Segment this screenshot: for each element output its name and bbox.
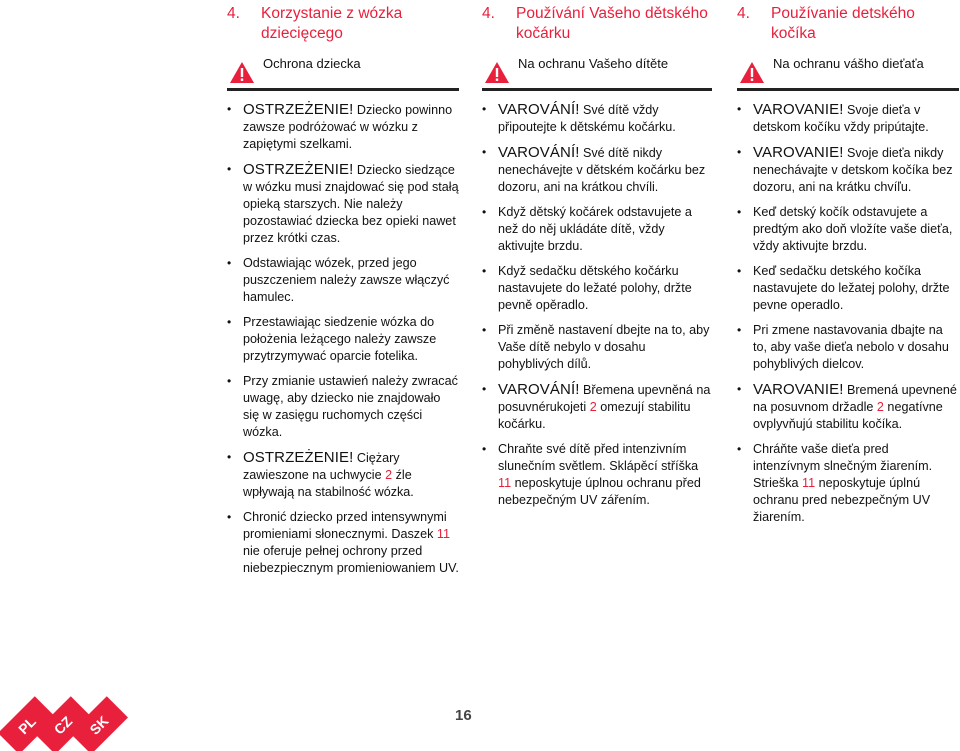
item-text: Ciężary zawieszone na uchwycie bbox=[243, 451, 400, 482]
list-item bbox=[227, 314, 459, 365]
warning-label: Na ochranu Vašeho dítěte bbox=[518, 56, 669, 71]
list-item bbox=[227, 373, 459, 441]
warning-icon bbox=[484, 61, 510, 84]
part-reference: 11 bbox=[436, 527, 450, 541]
warning-label: Ochrona dziecka bbox=[263, 56, 361, 71]
language-tab-label: PL bbox=[15, 713, 39, 738]
list-item bbox=[227, 449, 459, 501]
section-number: 4. bbox=[482, 5, 495, 22]
warning-lead: VAROVÁNÍ! bbox=[498, 381, 580, 398]
item-text: Dziecko powinno zawsze podróżować w wózku z zapiętymi szelkami. bbox=[243, 103, 453, 151]
warning-bar bbox=[227, 54, 459, 91]
part-reference: 2 bbox=[589, 400, 597, 414]
list-item bbox=[737, 381, 959, 433]
list-item bbox=[227, 255, 459, 306]
item-text: Bremená upevnené na posuvnom držadle bbox=[753, 383, 957, 414]
warning-label: Na ochranu vášho dieťaťa bbox=[773, 56, 924, 71]
part-reference: 2 bbox=[385, 468, 393, 482]
item-text: Przy zmianie ustawień należy zwracać uwagę, aby dziecko nie znajdowało się w zasięgu ruchomych części wózka. bbox=[243, 374, 458, 439]
item-text: Svoje dieťa nikdy nenechávajte v detskom kočíka bez dozoru, ani na krátku chvíľu. bbox=[753, 146, 953, 194]
language-tab-label: SK bbox=[86, 712, 112, 738]
item-text: Keď detský kočík odstavujete a predtým ako doň vložíte vaše dieťa, vždy aktivujte brzdu. bbox=[753, 205, 953, 253]
item-text: Pri zmene nastavovania dbajte na to, aby vaše dieťa nebolo v dosahu pohyblivých dielcov. bbox=[753, 323, 949, 371]
warning-lead: OSTRZEŻENIE! bbox=[243, 101, 354, 118]
list-item bbox=[482, 204, 712, 255]
section-title-text: Korzystanie z wózka dziecięcego bbox=[261, 5, 403, 42]
item-text: neposkytuje úplnú ochranu pred nebezpečným UV žiarením. bbox=[753, 476, 931, 524]
list-item bbox=[482, 144, 712, 196]
warning-lead: VAROVÁNÍ! bbox=[498, 101, 580, 118]
column-pl bbox=[227, 0, 459, 585]
item-text: źle wpływają na stabilność wózka. bbox=[243, 468, 414, 499]
warning-lead: VAROVANIE! bbox=[753, 381, 844, 398]
item-text: omezují stabilitu kočárku. bbox=[498, 400, 691, 431]
item-text: Chraňte své dítě před intenzivním slunečním světlem. Sklápěcí stříška bbox=[498, 442, 699, 473]
section-title-text: Používání Vašeho dětského kočárku bbox=[516, 5, 708, 42]
item-text: Dziecko siedzące w wózku musi znajdować się pod stałą opieką starszych. Nie należy pozostawiać dziecka bez opieki nawet przez krótki czas. bbox=[243, 163, 459, 245]
column-sk bbox=[737, 0, 959, 534]
warning-lead: VAROVANIE! bbox=[753, 101, 844, 118]
bullet-list bbox=[737, 101, 959, 526]
bullet-list bbox=[482, 101, 712, 509]
item-text: neposkytuje úplnou ochranu před nebezpečným UV zářením. bbox=[498, 476, 701, 507]
part-reference: 2 bbox=[876, 400, 884, 414]
warning-lead: OSTRZEŻENIE! bbox=[243, 449, 354, 466]
list-item bbox=[482, 381, 712, 433]
item-text: Chronić dziecko przed intensywnymi promieniami słonecznymi. Daszek bbox=[243, 510, 447, 541]
list-item bbox=[737, 204, 959, 255]
page-number: 16 bbox=[455, 707, 472, 724]
item-text: Przestawiając siedzenie wózka do położenia leżącego należy zawsze przytrzymywać oparcie fotelika. bbox=[243, 315, 437, 363]
warning-bar bbox=[737, 54, 959, 91]
list-item bbox=[227, 161, 459, 247]
part-reference: 11 bbox=[498, 476, 512, 490]
list-item bbox=[737, 101, 959, 136]
item-text: negatívne ovplyvňujú stabilitu kočíka. bbox=[753, 400, 943, 431]
item-text: Odstawiając wózek, przed jego puszczeniem należy zawsze włączyć hamulec. bbox=[243, 256, 450, 304]
warning-lead: VAROVÁNÍ! bbox=[498, 144, 580, 161]
section-number: 4. bbox=[737, 5, 750, 22]
list-item bbox=[227, 101, 459, 153]
warning-icon bbox=[229, 61, 255, 84]
section-title bbox=[737, 4, 959, 44]
list-item bbox=[482, 441, 712, 509]
list-item bbox=[227, 509, 459, 577]
section-number: 4. bbox=[227, 5, 240, 22]
bullet-list bbox=[227, 101, 459, 577]
list-item bbox=[482, 101, 712, 136]
language-tabs bbox=[0, 689, 130, 751]
warning-lead: OSTRZEŻENIE! bbox=[243, 161, 354, 178]
list-item bbox=[482, 263, 712, 314]
warning-lead: VAROVANIE! bbox=[753, 144, 844, 161]
warning-bar bbox=[482, 54, 712, 91]
item-text: Své dítě nikdy nenechávejte v dětském kočárku bez dozoru, ani na krátkou chvíli. bbox=[498, 146, 706, 194]
language-tab-label: CZ bbox=[50, 712, 76, 738]
item-text: Chráňte vaše dieťa pred intenzívnym slnečným žiarením. Strieška bbox=[753, 442, 933, 490]
item-text: nie oferuje pełnej ochrony przed niebezpiecznym promieniowaniem UV. bbox=[243, 544, 459, 575]
list-item bbox=[737, 144, 959, 196]
section-title bbox=[227, 4, 459, 44]
item-text: Při změně nastavení dbejte na to, aby Vaše dítě nebylo v dosahu pohyblivých dílů. bbox=[498, 323, 710, 371]
item-text: Břemena upevněná na posuvnérukojeti bbox=[498, 383, 711, 414]
item-text: Keď sedačku detského kočíka nastavujete do ležatej polohy, držte pevne operadlo. bbox=[753, 264, 950, 312]
list-item bbox=[737, 441, 959, 526]
warning-icon bbox=[739, 61, 765, 84]
column-cz bbox=[482, 0, 712, 517]
list-item bbox=[737, 322, 959, 373]
list-item bbox=[737, 263, 959, 314]
item-text: Když dětský kočárek odstavujete a než do něj ukládáte dítě, vždy aktivujte brzdu. bbox=[498, 205, 692, 253]
section-title bbox=[482, 4, 712, 44]
list-item bbox=[482, 322, 712, 373]
item-text: Když sedačku dětského kočárku nastavujete do ležaté polohy, držte pevně opěradlo. bbox=[498, 264, 692, 312]
item-text: Svoje dieťa v detskom kočíku vždy pripútajte. bbox=[753, 103, 929, 134]
section-title-text: Používanie detského kočíka bbox=[771, 5, 915, 42]
part-reference: 11 bbox=[802, 476, 816, 490]
item-text: Své dítě vždy připoutejte k dětskému kočárku. bbox=[498, 103, 676, 134]
